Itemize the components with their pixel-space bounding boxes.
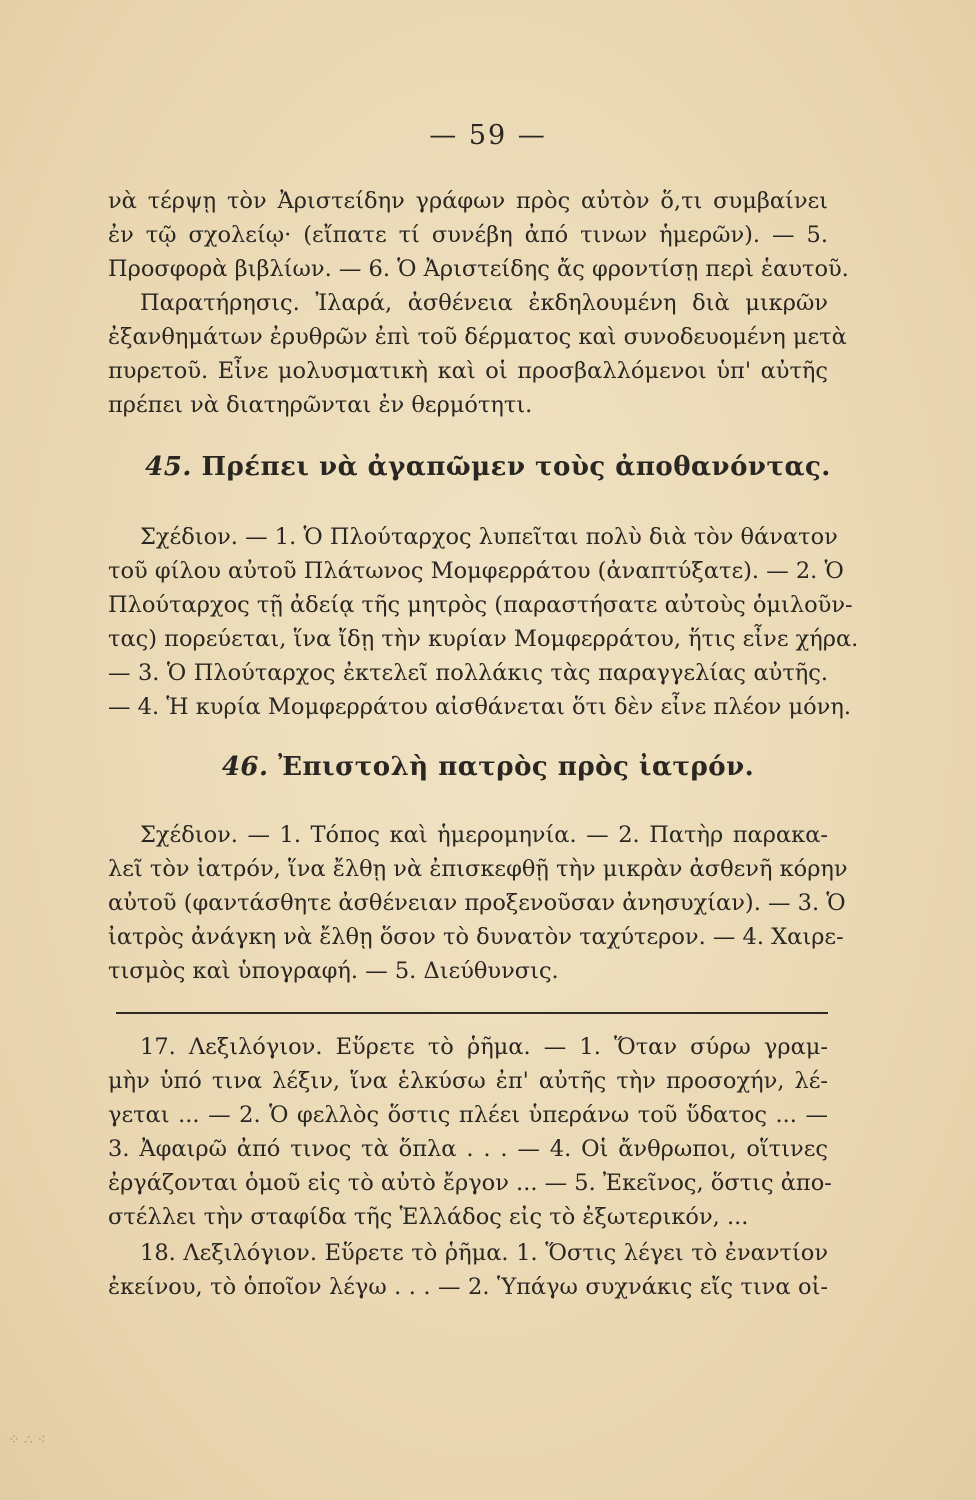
text-line: Σχέδιον. — 1. Τόπος καὶ ἡμερομηνία. — 2. Πατὴρ παρακα- bbox=[140, 822, 828, 848]
text-line: λεῖ τὸν ἰατρόν, ἵνα ἔλθῃ νὰ ἐπισκεφθῇ τὴν μικρὰν ἀσθενῆ κόρην bbox=[108, 856, 848, 882]
text-line: Πλούταρχος τῇ ἀδείᾳ τῆς μητρὸς (παραστήσατε αὐτοὺς ὁμιλοῦν- bbox=[108, 592, 853, 618]
section-45-body bbox=[108, 520, 859, 724]
exercise-17 bbox=[108, 1030, 832, 1234]
text-line: ἰατρὸς ἀνάγκη νὰ ἔλθῃ ὅσον τὸ δυνατὸν ταχύτερον. — 4. Χαιρε- bbox=[108, 924, 844, 950]
section-46-heading bbox=[0, 752, 976, 782]
text-line: ἐκείνου, τὸ ὁποῖον λέγω . . . — 2. Ὑπάγω συχνάκις εἴς τινα οἰ- bbox=[108, 1274, 828, 1300]
section-number: 45. bbox=[145, 452, 192, 482]
text-line: στέλλει τὴν σταφίδα τῆς Ἑλλάδος εἰς τὸ ἐξωτερικόν, ... bbox=[108, 1204, 749, 1230]
text-line: τας) πορεύεται, ἵνα ἴδῃ τὴν κυρίαν Μομφερράτου, ἥτις εἶνε χήρα. bbox=[108, 626, 859, 652]
text-line: γεται ... — 2. Ὁ φελλὸς ὅστις πλέει ὑπεράνω τοῦ ὕδατος ... — bbox=[108, 1102, 828, 1128]
text-line: ἐξανθημάτων ἐρυθρῶν ἐπὶ τοῦ δέρματος καὶ συνοδευομένη μετὰ bbox=[108, 324, 847, 350]
text-line: πρέπει νὰ διατηρῶνται ἐν θερμότητι. bbox=[108, 392, 533, 418]
section-46-body bbox=[108, 818, 848, 988]
text-line: — 4. Ἡ κυρία Μομφερράτου αἰσθάνεται ὅτι δὲν εἶνε πλέον μόνη. bbox=[108, 694, 851, 720]
section-45-heading bbox=[0, 452, 976, 482]
text-line: Προσφορὰ βιβλίων. — 6. Ὁ Ἀριστείδης ἄς φροντίσῃ περὶ ἑαυτοῦ. bbox=[108, 256, 849, 282]
text-line: Παρατήρησις. Ἰλαρά, ἀσθένεια ἐκδηλουμένη διὰ μικρῶν bbox=[140, 290, 828, 316]
intro-paragraph bbox=[108, 184, 849, 422]
exercise-18 bbox=[108, 1236, 828, 1304]
text-line: αὐτοῦ (φαντάσθητε ἀσθένειαν προξενοῦσαν ἀνησυχίαν). — 3. Ὁ bbox=[108, 890, 846, 916]
text-line: τισμὸς καὶ ὑπογραφή. — 5. Διεύθυνσις. bbox=[108, 958, 559, 984]
text-line: πυρετοῦ. Εἶνε μολυσματικὴ καὶ οἱ προσβαλλόμενοι ὑπ' αὐτῆς bbox=[108, 358, 828, 384]
horizontal-rule bbox=[116, 1012, 828, 1014]
text-line: τοῦ φίλου αὐτοῦ Πλάτωνος Μομφερράτου (ἀναπτύξατε). — 2. Ὁ bbox=[108, 558, 844, 584]
section-title: Ἐπιστολὴ πατρὸς πρὸς ἰατρόν. bbox=[278, 752, 755, 782]
text-line: 3. Ἀφαιρῶ ἀπό τινος τὰ ὅπλα . . . — 4. Οἱ ἄνθρωποι, οἵτινες bbox=[108, 1136, 828, 1162]
text-line: νὰ τέρψῃ τὸν Ἀριστείδην γράφων πρὸς αὐτὸν ὅ,τι συμβαίνει bbox=[108, 188, 828, 214]
text-line: ἐν τῷ σχολείῳ· (εἴπατε τί συνέβη ἀπό τινων ἡμερῶν). — 5. bbox=[108, 222, 828, 248]
text-line: 17. Λεξιλόγιον. Εὕρετε τὸ ῥῆμα. — 1. Ὅταν σύρω γραμ- bbox=[140, 1034, 828, 1060]
ink-smudge: ⁘ ∴ ⁖ bbox=[8, 1432, 46, 1448]
text-line: ἐργάζονται ὁμοῦ εἰς τὸ αὐτὸ ἔργον ... — 5. Ἐκεῖνος, ὅστις ἀπο- bbox=[108, 1170, 832, 1196]
text-line: μὴν ὑπό τινα λέξιν, ἵνα ἑλκύσω ἐπ' αὐτῆς τὴν προσοχήν, λέ- bbox=[108, 1068, 828, 1094]
text-line: — 3. Ὁ Πλούταρχος ἐκτελεῖ πολλάκις τὰς παραγγελίας αὐτῆς. bbox=[108, 660, 828, 686]
page-number: — 59 — bbox=[429, 120, 547, 151]
text-line: Σχέδιον. — 1. Ὁ Πλούταρχος λυπεῖται πολὺ διὰ τὸν θάνατον bbox=[140, 524, 838, 550]
section-title: Πρέπει νὰ ἀγαπῶμεν τοὺς ἀποθανόντας. bbox=[201, 452, 831, 482]
text-line: 18. Λεξιλόγιον. Εὕρετε τὸ ῥῆμα. 1. Ὅστις λέγει τὸ ἐναντίον bbox=[140, 1240, 828, 1266]
section-number: 46. bbox=[221, 752, 269, 782]
